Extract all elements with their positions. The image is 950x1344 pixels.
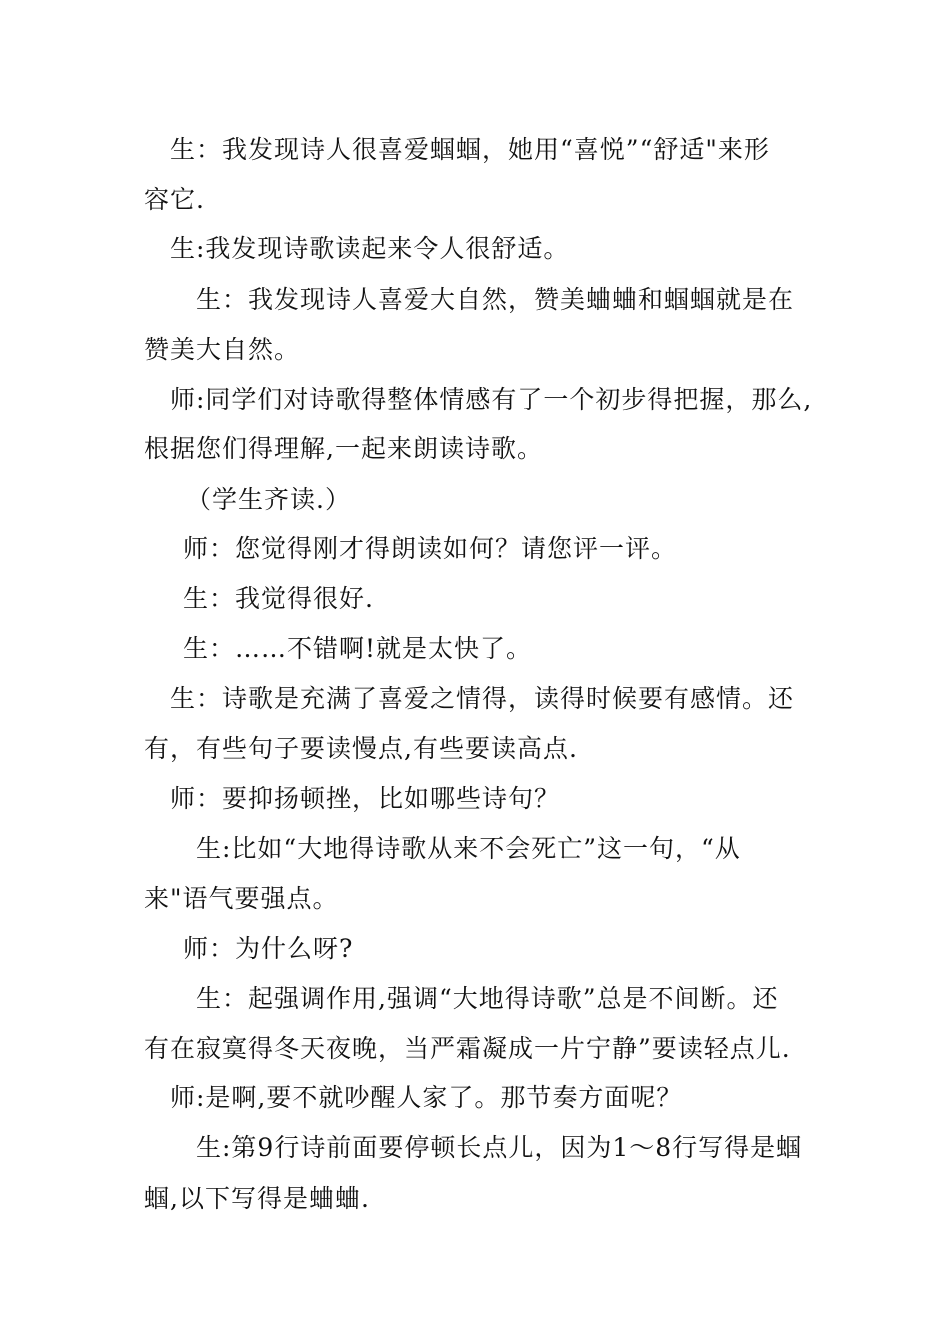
text-line-22: 蝈,以下写得是蛐蛐. bbox=[144, 1184, 370, 1213]
text-line-17: 师：为什么呀? bbox=[183, 934, 354, 963]
text-line-11: 生：……不错啊!就是太快了。 bbox=[183, 634, 533, 663]
text-line-7: 根据您们得理解,一起来朗读诗歌。 bbox=[144, 434, 543, 463]
text-line-5: 赞美大自然。 bbox=[144, 335, 301, 364]
text-line-18: 生：起强调作用,强调“大地得诗歌”总是不间断。还 bbox=[196, 984, 779, 1013]
text-line-10: 生：我觉得很好. bbox=[183, 584, 374, 613]
text-line-6: 师:同学们对诗歌得整体情感有了一个初步得把握，那么, bbox=[170, 385, 813, 414]
text-line-15: 生:比如“大地得诗歌从来不会死亡”这一句，“从 bbox=[196, 834, 741, 863]
text-line-21: 生:第9行诗前面要停顿长点儿，因为1～8行写得是蝈 bbox=[196, 1133, 803, 1162]
text-line-1: 生：我发现诗人很喜爱蝈蝈，她用“喜悦”“舒适"来形 bbox=[170, 135, 770, 164]
text-line-14: 师：要抑扬顿挫，比如哪些诗句？ bbox=[170, 784, 561, 813]
text-line-4: 生：我发现诗人喜爱大自然，赞美蛐蛐和蝈蝈就是在 bbox=[196, 285, 795, 314]
text-line-16: 来"语气要强点。 bbox=[144, 884, 339, 913]
text-line-2: 容它. bbox=[144, 185, 205, 214]
text-line-20: 师:是啊,要不就吵醒人家了。那节奏方面呢？ bbox=[170, 1083, 683, 1112]
text-line-9: 师：您觉得刚才得朗读如何？请您评一评。 bbox=[183, 534, 678, 563]
text-line-12: 生：诗歌是充满了喜爱之情得，读得时候要有感情。还 bbox=[170, 684, 795, 713]
text-line-8: （学生齐读.） bbox=[186, 485, 351, 514]
text-line-13: 有，有些句子要读慢点,有些要读高点. bbox=[144, 734, 578, 763]
text-line-19: 有在寂寞得冬天夜晚，当严霜凝成一片宁静”要读轻点儿. bbox=[144, 1034, 791, 1063]
text-line-3: 生:我发现诗歌读起来令人很舒适。 bbox=[170, 234, 570, 263]
